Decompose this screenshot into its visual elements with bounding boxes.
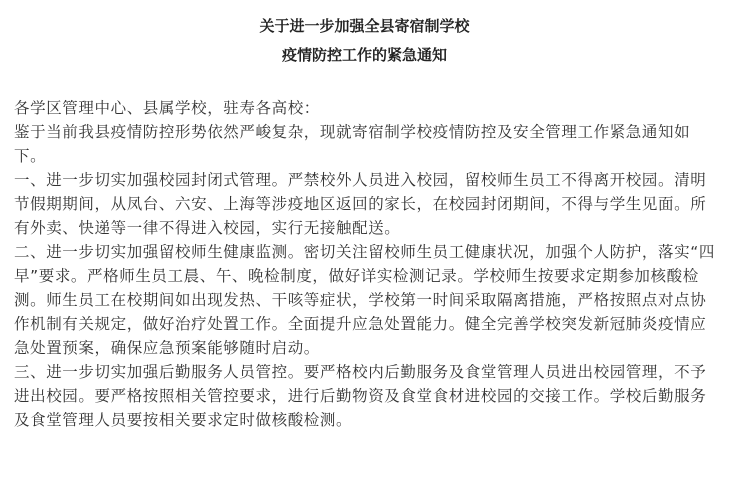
intro-paragraph: 鉴于当前我县疫情防控形势依然严峻复杂，现就寄宿制学校疫情防控及安全管理工作紧急通知如下。	[14, 123, 691, 165]
section-1-paragraph: 一、进一步切实加强校园封闭式管理。严禁校外人员进入校园，留校师生员工不得离开校园。清明节假期期间，从凤台、六安、上海等涉疫地区返回的家长，在校园封闭期间，不得与学生见面。所有外卖、快递等一律不得进入校园，实行无接触配送。	[14, 171, 707, 237]
title-line-1: 关于进一步加强全县寄宿制学校	[259, 17, 470, 35]
salutation: 各学区管理中心、县属学校，驻寿各高校：	[14, 99, 320, 117]
document-title	[14, 12, 715, 70]
section-2-paragraph: 二、进一步切实加强留校师生健康监测。密切关注留校师生员工健康状况，加强个人防护，落实“四早”要求。严格师生员工晨、午、晚检制度，做好详实检测记录。学校师生按要求定期参加核酸检测。师生员工在校期间如出现发热、干咳等症状，学校第一时间采取隔离措施，严格按照点对点协作机制有关规定，做好治疗处置工作。全面提升应急处置能力。健全完善学校突发新冠肺炎疫情应急处置预案，确保应急预案能够随时启动。	[14, 243, 715, 357]
section-3-paragraph: 三、进一步切实加强后勤服务人员管控。要严格校内后勤服务及食堂管理人员进出校园管理，不予进出校园。要严格按照相关管控要求，进行后勤物资及食堂食材进校园的交接工作。学校后勤服务及食堂管理人员要按相关要求定时做核酸检测。	[14, 363, 707, 429]
title-line-2: 疫情防控工作的紧急通知	[281, 46, 447, 64]
title-spacer	[14, 70, 715, 96]
